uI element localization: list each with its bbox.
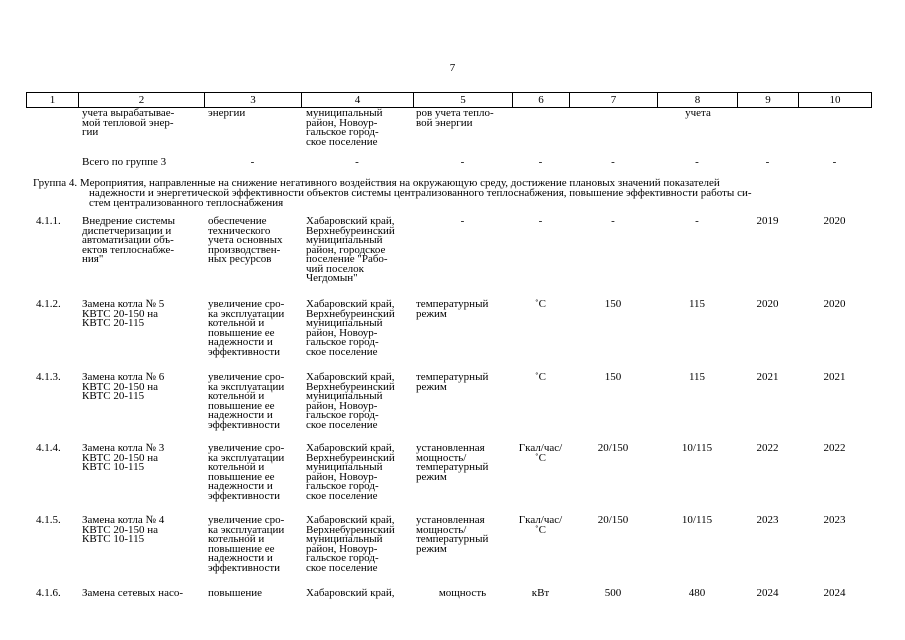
measure-unit: Гкал/час/ ˚С	[518, 514, 563, 536]
measure-name: Замена котла № 3 КВТС 20-150 на КВТС 10-115	[82, 442, 165, 473]
end-year: 2021	[823, 371, 846, 383]
measure-name: Замена сетевых насо-	[82, 587, 183, 599]
measure-location: Хабаровский край, Верхнебуреинский муниципальный район, Новоур- гальское город- ское поселение	[306, 371, 395, 431]
end-year: 2023	[823, 514, 846, 526]
row-number: 4.1.3.	[36, 371, 61, 383]
row-number: 4.1.4.	[36, 442, 61, 454]
column-number: 10	[799, 93, 872, 108]
total-value: -	[611, 156, 615, 168]
measure-location: Хабаровский край, Верхнебуреинский муниципальный район, Новоур- гальское город- ское поселение	[306, 442, 395, 502]
measure-purpose: увеличение сро- ка эксплуатации котельной и повышение ее надежности и эффективности	[208, 514, 285, 574]
value-before: 150	[604, 298, 622, 310]
measure-location: Хабаровский край,	[306, 587, 395, 599]
measure-indicator: температурный режим	[416, 298, 489, 320]
measure-name: Внедрение системы диспетчеризации и автоматизации объ- ектов теплоснабже- ния"	[82, 215, 176, 265]
end-year: 2020	[823, 215, 846, 227]
value-after: 115	[688, 371, 706, 383]
column-number: 9	[738, 93, 799, 108]
total-value: -	[538, 156, 543, 168]
measure-location: Хабаровский край, Верхнебуреинский муниципальный район, Новоур- гальское город- ское поселение	[306, 514, 395, 574]
total-value: -	[250, 156, 255, 168]
measure-unit: ˚С	[535, 298, 546, 310]
row-number: 4.1.6.	[36, 587, 61, 599]
continued-purpose: энергии	[208, 107, 246, 119]
end-year: 2022	[823, 442, 846, 454]
value-before: 20/150	[597, 514, 629, 526]
column-number: 5	[414, 93, 513, 108]
start-year: 2020	[756, 298, 779, 310]
column-number: 7	[570, 93, 658, 108]
value-before: 150	[604, 371, 622, 383]
measure-indicator: температурный режим	[416, 371, 489, 393]
measure-purpose: увеличение сро- ка эксплуатации котельной и повышение ее надежности и эффективности	[208, 298, 285, 358]
measure-name: Замена котла № 6 КВТС 20-150 на КВТС 20-115	[82, 371, 165, 402]
end-year: 2024	[823, 587, 846, 599]
measure-purpose: обеспечение технического учета основных производствен- ных ресурсов	[208, 215, 283, 265]
measure-name: Замена котла № 5 КВТС 20-150 на КВТС 20-115	[82, 298, 165, 329]
continued-location: муниципальный район, Новоур- гальское город- ское поселение	[306, 107, 383, 148]
value-after: 115	[688, 298, 706, 310]
continued-name: учета вырабатывае- мой тепловой энер- гии	[82, 107, 175, 138]
column-number: 4	[302, 93, 414, 108]
column-number: 8	[658, 93, 738, 108]
total-value: -	[695, 156, 699, 168]
measure-indicator: установленная мощность/ температурный режим	[416, 514, 489, 555]
continued-after: учета	[685, 107, 711, 119]
value-before: -	[611, 215, 615, 227]
end-year: 2020	[823, 298, 846, 310]
start-year: 2024	[756, 587, 779, 599]
row-number: 4.1.1.	[36, 215, 61, 227]
total-value: -	[765, 156, 770, 168]
measure-unit: кВт	[531, 587, 550, 599]
measure-purpose: увеличение сро- ка эксплуатации котельной и повышение ее надежности и эффективности	[208, 442, 285, 502]
page-number: 7	[449, 62, 456, 74]
group4-heading: Группа 4. Мероприятия, направленные на снижение негативного воздействия на окружающую среду, достижение плановых значений показателей надежности и энергетической эффективности объектов системы централизованного теплоснабжения, повышение эффективности работы си- стем централизованного теплоснабжения	[33, 177, 752, 209]
measure-indicator: -	[460, 215, 465, 227]
column-number: 2	[79, 93, 205, 108]
measure-location: Хабаровский край, Верхнебуреинский муниципальный район, Новоур- гальское город- ское поселение	[306, 298, 395, 358]
continued-indicator: ров учета тепло- вой энергии	[416, 107, 494, 129]
measure-purpose: повышение	[208, 587, 262, 599]
value-after: 480	[688, 587, 706, 599]
value-after: 10/115	[681, 442, 713, 454]
row-number: 4.1.5.	[36, 514, 61, 526]
total-value: -	[460, 156, 465, 168]
column-number: 3	[205, 93, 302, 108]
measure-indicator: мощность	[438, 587, 487, 599]
value-after: 10/115	[681, 514, 713, 526]
column-number-header	[26, 92, 872, 108]
total-value: -	[832, 156, 837, 168]
measure-location: Хабаровский край, Верхнебуреинский муниципальный район, городское поселение "Рабо- чий поселок Чегдомын"	[306, 215, 395, 284]
value-before: 500	[604, 587, 622, 599]
measure-unit: ˚С	[535, 371, 546, 383]
measure-indicator: установленная мощность/ температурный режим	[416, 442, 489, 483]
measure-unit: -	[538, 215, 543, 227]
measure-unit: Гкал/час/ ˚С	[518, 442, 563, 464]
measure-name: Замена котла № 4 КВТС 20-150 на КВТС 10-115	[82, 514, 165, 545]
measure-purpose: увеличение сро- ка эксплуатации котельной и повышение ее надежности и эффективности	[208, 371, 285, 431]
start-year: 2021	[756, 371, 779, 383]
start-year: 2019	[756, 215, 779, 227]
total-value: -	[355, 156, 359, 168]
start-year: 2023	[756, 514, 779, 526]
column-number: 6	[513, 93, 570, 108]
value-after: -	[695, 215, 699, 227]
column-number: 1	[27, 93, 79, 108]
value-before: 20/150	[597, 442, 629, 454]
start-year: 2022	[756, 442, 779, 454]
group3-total-label: Всего по группе 3	[82, 156, 167, 168]
row-number: 4.1.2.	[36, 298, 61, 310]
